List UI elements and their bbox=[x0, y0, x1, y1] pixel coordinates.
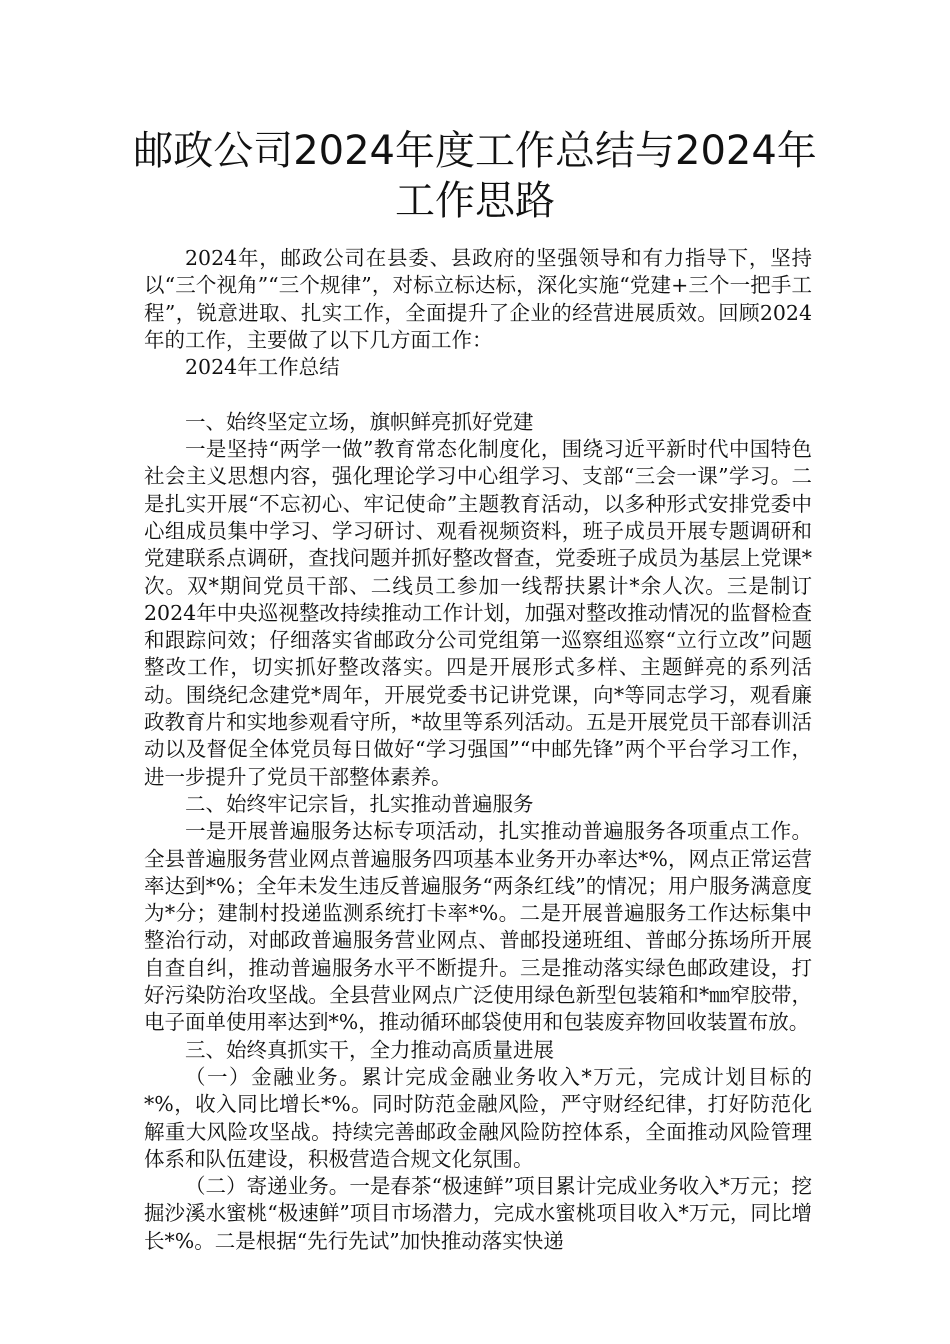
section-paragraph-2: 一是开展普遍服务达标专项活动，扎实推动普遍服务各项重点工作。全县普遍服务营业网点普遍服务四项基本业务开办率达*%，网点正常运营率达到*%；全年未发生违反普遍服务“两条红线”的情况；用户服务满意度为*分；建制村投递监测系统打卡率*%。二是开展普遍服务工作达标集中整治行动，对邮政普遍服务营业网点、普邮投递班组、普邮分拣场所开展自查自纠，推动普遍服务水平不断提升。三是推动落实绿色邮政建设，打好污染防治攻坚战。全县营业网点广泛使用绿色新型包装箱和*㎜窄胶带，电子面单使用率达到*%，推动循环邮袋使用和包装废弃物回收装置布放。 bbox=[144, 819, 812, 1035]
section-heading-1: 一、始终坚定立场，旗帜鲜亮抓好党建 bbox=[185, 409, 534, 434]
delivery-paragraph: （二）寄递业务。一是春茶“极速鲜”项目累计完成业务收入*万元；挖掘沙溪水蜜桃“极速鲜”项目市场潜力，完成水蜜桃项目收入*万元，同比增长*%。二是根据“先行先试”加快推动落实快递 bbox=[144, 1174, 812, 1253]
summary-heading: 2024年工作总结 bbox=[185, 355, 340, 380]
section-heading-3: 三、始终真抓实干，全力推动高质量进展 bbox=[185, 1037, 554, 1062]
intro-paragraph: 2024年，邮政公司在县委、县政府的坚强领导和有力指导下，坚持以“三个视角”“三个规律”，对标立标达标，深化实施“党建+三个一把手工程”，锐意进取、扎实工作，全面提升了企业的经营进展质效。回顾2024年的工作，主要做了以下几方面工作： bbox=[144, 246, 812, 352]
finance-paragraph: （一）金融业务。累计完成金融业务收入*万元，完成计划目标的*%，收入同比增长*%。同时防范金融风险，严守财经纪律，打好防范化解重大风险攻坚战。持续完善邮政金融风险防控体系，全面推动风险管理体系和队伍建设，积极营造合规文化氛围。 bbox=[144, 1064, 812, 1171]
section-paragraph-1: 一是坚持“两学一做”教育常态化制度化，围绕习近平新时代中国特色社会主义思想内容，强化理论学习中心组学习、支部“三会一课”学习。二是扎实开展“不忘初心、牢记使命”主题教育活动，以多种形式安排党委中心组成员集中学习、学习研讨、观看视频资料，班子成员开展专题调研和党建联系点调研，查找问题并抓好整改督查，党委班子成员为基层上党课*次。双*期间党员干部、二线员工参加一线帮扶累计*余人次。三是制订2024年中央巡视整改持续推动工作计划，加强对整改推动情况的监督检查和跟踪问效；仔细落实省邮政分公司党组第一巡察组巡察“立行立改”问题整改工作，切实抓好整改落实。四是开展形式多样、主题鲜亮的系列活动。围绕纪念建党*周年，开展党委书记讲党课，向*等同志学习，观看廉政教育片和实地参观看守所，*故里等系列活动。五是开展党员干部春训活动以及督促全体党员每日做好“学习强国”“中邮先锋”两个平台学习工作，进一步提升了党员干部整体素养。 bbox=[144, 437, 812, 789]
document-body bbox=[144, 245, 812, 1255]
document-title: 邮政公司2024年度工作总结与2024年工作思路 bbox=[133, 128, 817, 224]
section-heading-2: 二、始终牢记宗旨，扎实推动普遍服务 bbox=[185, 791, 534, 816]
